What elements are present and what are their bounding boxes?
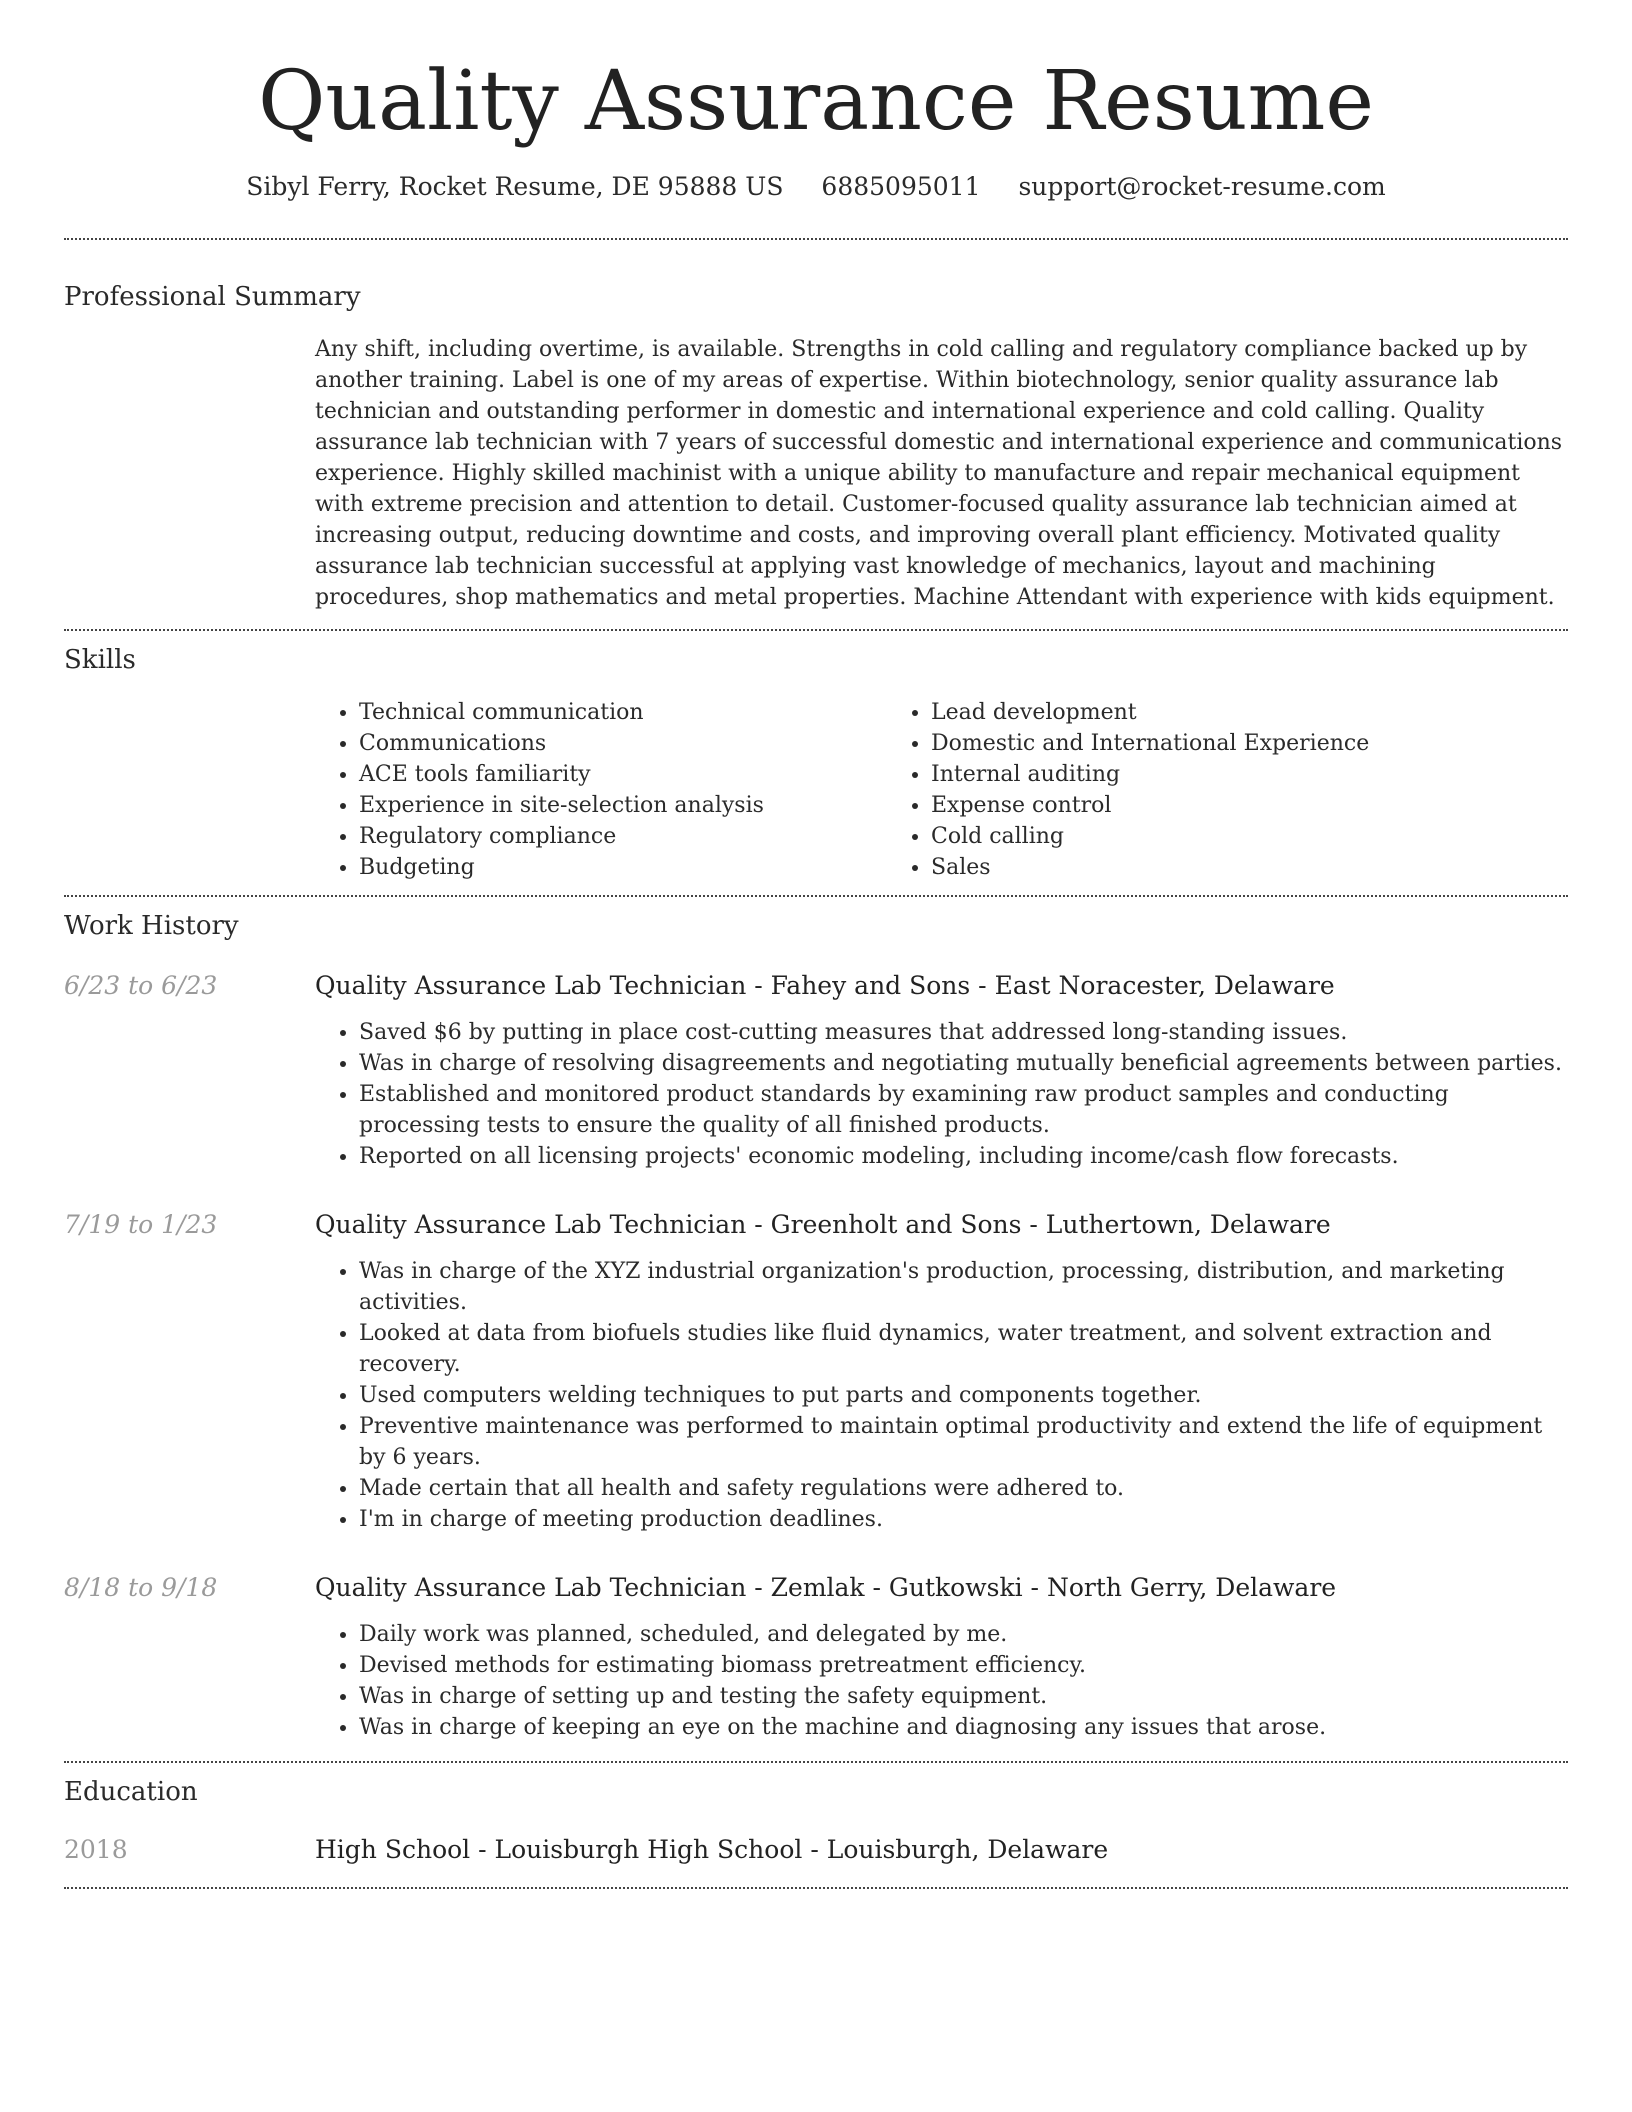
job-bullet: • Looked at data from biofuels studies like fluid dynamics, water treatment, and solvent extraction and recovery. [359, 1318, 1568, 1380]
job-entry [64, 969, 1568, 1172]
skill-item: • Domestic and International Experience [931, 728, 1568, 759]
job-bullets [315, 1256, 1568, 1535]
skill-item: • Lead development [931, 697, 1568, 728]
work-history-heading: Work History [64, 911, 239, 941]
job-dates: 7/19 to 1/23 [64, 1210, 218, 1239]
contact-email: support@rocket-resume.com [1018, 172, 1386, 201]
job-bullet: • Was in charge of resolving disagreements and negotiating mutually beneficial agreements between parties. [359, 1048, 1568, 1079]
job-bullet: • Devised methods for estimating biomass pretreatment efficiency. [359, 1650, 1568, 1681]
job-bullet: • Established and monitored product standards by examining raw product samples and conducting processing tests to ensure the quality of all finished products. [359, 1079, 1568, 1141]
summary-text: Any shift, including overtime, is available. Strengths in cold calling and regulatory compliance backed up by another training. Label is one of my areas of expertise. Within biotechnology, senior quality assurance lab technician and outstanding performer in domestic and international experience and cold calling. Quality assurance lab technician with 7 years of successful domestic and international experience and communications experience. Highly skilled machinist with a unique ability to manufacture and repair mechanical equipment with extreme precision and attention to detail. Customer-focused quality assurance lab technician aimed at increasing output, reducing downtime and costs, and improving overall plant efficiency. Motivated quality assurance lab technician successful at applying vast knowledge of mechanics, layout and machining procedures, shop mathematics and metal properties. Machine Attendant with experience with kids equipment. [315, 337, 1563, 610]
job-dates: 8/18 to 9/18 [64, 1573, 218, 1602]
section-divider [64, 238, 1568, 240]
job-bullet: • Was in charge of setting up and testing the safety equipment. [359, 1681, 1568, 1712]
job-bullet: • Saved $6 by putting in place cost-cutting measures that addressed long-standing issues. [359, 1017, 1568, 1048]
skill-item: • Expense control [931, 790, 1568, 821]
summary-heading: Professional Summary [64, 282, 361, 312]
skills-column-left [315, 697, 887, 883]
education-title: High School - Louisburgh High School - Louisburgh, Delaware [315, 1835, 1109, 1864]
education-year: 2018 [64, 1835, 128, 1864]
contact-phone: 6885095011 [821, 172, 981, 201]
job-title: Quality Assurance Lab Technician - Zemlak - Gutkowski - North Gerry, Delaware [315, 1573, 1337, 1602]
skill-item: • Experience in site-selection analysis [359, 790, 887, 821]
skills-list [315, 697, 1568, 883]
job-bullets [315, 1619, 1568, 1743]
section-divider [64, 1761, 1568, 1763]
job-bullet: • Was in charge of keeping an eye on the machine and diagnosing any issues that arose. [359, 1712, 1568, 1743]
skills-heading: Skills [64, 645, 136, 675]
job-bullet: • Was in charge of the XYZ industrial organization's production, processing, distribution, and marketing activities. [359, 1256, 1568, 1318]
job-bullet: • Reported on all licensing projects' economic modeling, including income/cash flow forecasts. [359, 1141, 1568, 1172]
contact-address: Sibyl Ferry, Rocket Resume, DE 95888 US [246, 172, 784, 201]
job-bullet: • Used computers welding techniques to put parts and components together. [359, 1380, 1568, 1411]
job-entry [64, 1208, 1568, 1535]
job-bullet: • I'm in charge of meeting production deadlines. [359, 1504, 1568, 1535]
job-dates: 6/23 to 6/23 [64, 971, 218, 1000]
skill-item: • Cold calling [931, 821, 1568, 852]
section-divider [64, 629, 1568, 631]
section-divider [64, 895, 1568, 897]
skill-item: • Internal auditing [931, 759, 1568, 790]
contact-line [64, 170, 1568, 204]
section-divider [64, 1887, 1568, 1889]
job-bullets [315, 1017, 1568, 1172]
page-title: Quality Assurance Resume [258, 54, 1374, 149]
skills-column-right [887, 697, 1568, 883]
job-title: Quality Assurance Lab Technician - Greenholt and Sons - Luthertown, Delaware [315, 1210, 1331, 1239]
skill-item: • Sales [931, 852, 1568, 883]
job-bullet: • Made certain that all health and safety regulations were adhered to. [359, 1473, 1568, 1504]
skill-item: • Regulatory compliance [359, 821, 887, 852]
skill-item: • ACE tools familiarity [359, 759, 887, 790]
job-bullet: • Daily work was planned, scheduled, and delegated by me. [359, 1619, 1568, 1650]
skill-item: • Technical communication [359, 697, 887, 728]
education-entry [64, 1833, 1568, 1867]
job-bullet: • Preventive maintenance was performed to maintain optimal productivity and extend the life of equipment by 6 years. [359, 1411, 1568, 1473]
job-title: Quality Assurance Lab Technician - Fahey and Sons - East Noracester, Delaware [315, 971, 1335, 1000]
job-entry [64, 1571, 1568, 1743]
education-heading: Education [64, 1777, 198, 1807]
skill-item: • Communications [359, 728, 887, 759]
skill-item: • Budgeting [359, 852, 887, 883]
